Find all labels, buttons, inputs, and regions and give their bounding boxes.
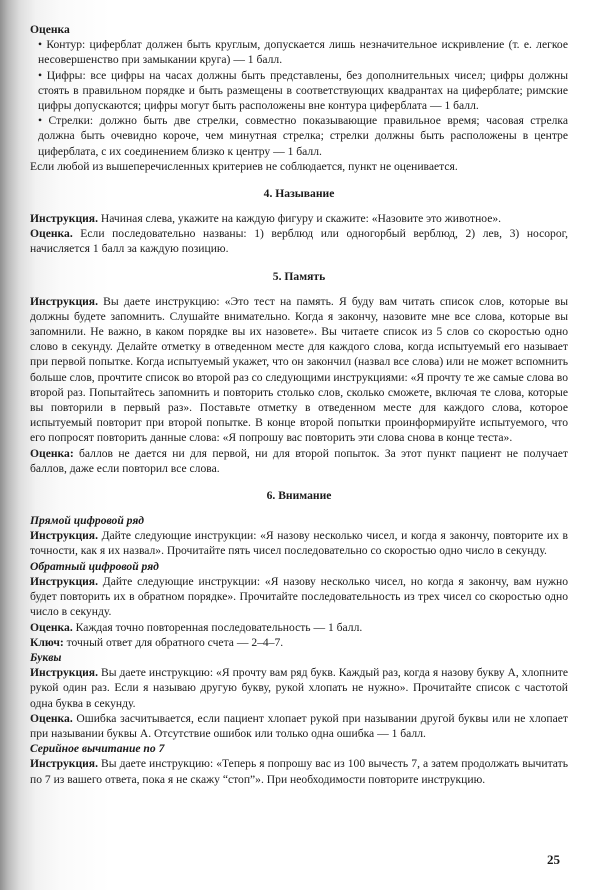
page-body (30, 22, 568, 787)
section-6-title: 6. Внимание (266, 489, 332, 503)
instruction-label: Инструкция. (30, 574, 98, 588)
score-label: Оценка: (30, 446, 74, 460)
subheading-backward-digits: Обратный цифровой ряд (30, 559, 159, 573)
page-number: 25 (547, 852, 560, 867)
instruction-text: Дайте следующие инструкции: «Я назову несколько чисел, но когда я закончу, вам нужно будет повторить их в обратном порядке». Прочитайте последовательность из трех чисел со скоростью одно число в секунду. (30, 574, 568, 619)
criteria-numbers: • Цифры: все цифры на часах должны быть представлены, без дополнительных чисел; цифры должны стоять в правильном порядке и быть размещены в соответствующих квадрантах на циферблате; римские цифры допускаются; цифры могут быть расположены вне контура циферблата — 1 балл. (38, 68, 568, 113)
score-text: баллов не дается ни для первой, ни для второй попыток. За этот пункт пациент не получает баллов, даже если повторил все слова. (30, 446, 568, 475)
instruction-text: Дайте следующие инструкции: «Я назову несколько чисел, и когда я закончу, повторите их в точности, как я их назвал». Прочитайте пять чисел последовательно со скоростью одно число в секунду. (30, 529, 568, 558)
serial-sevens-instruction (30, 756, 568, 786)
score-label: Оценка. (30, 711, 73, 725)
backward-digits-instruction (30, 574, 568, 620)
instruction-label: Инструкция. (30, 212, 98, 226)
section-4-score (30, 226, 568, 256)
instruction-label: Инструкция. (30, 529, 98, 543)
key-text: точный ответ для обратного счета — 2–4–7. (63, 635, 284, 649)
digits-score (30, 620, 568, 635)
subheading-forward-digits: Прямой цифровой ряд (30, 514, 145, 528)
top-heading: Оценка (30, 23, 70, 36)
forward-digits-instruction (30, 528, 568, 558)
score-text: Ошибка засчитывается, если пациент хлопает рукой при назывании другой буквы или не хлопает при назывании буквы А. Отсутствие ошибок или только одна ошибка — 1 балл. (30, 711, 568, 740)
instruction-label: Инструкция. (30, 666, 98, 680)
instruction-text: Вы даете инструкцию: «Это тест на память. Я буду вам читать список слов, которые вы должны будете запомнить. Слушайте внимательно. Когда я закончу, назовите мне все слова, которые вы запомнили. Не важно, в каком порядке вы их назовете». Вы читаете список из 5 слов со скоростью одно слово в секунду. Делайте отметку в отведенном месте для каждого слова, когда испытуемый его называет при первой попытке. Когда испытуемый укажет, что он закончил (назвал все слова) или не может вспомнить больше слов, прочтите список во второй раз со следующими инструкциями: «Я прочту те же самые слова во второй раз. Попытайтесь запомнить и повторить столько слов, сколько сможете, включая те слова, которые вы повторили в первый раз». Поставьте отметку в отведенном месте для каждого слова, которое испытуемый повторит при второй попытке. В конце второй попытки проинформируйте испытуемого, что его попросят повторить данные слова: «Я попрошу вас повторить эти слова снова в конце теста». (30, 294, 568, 445)
criteria-hands: • Стрелки: должно быть две стрелки, совместно показывающие правильное время; часовая стрелка должна быть очевидно короче, чем минутная стрелка; стрелки должны быть расположены в центре циферблата, с их соединением близко к центру — 1 балл. (38, 114, 568, 158)
score-text: Если последовательно названы: 1) верблюд или одногорбый верблюд, 2) лев, 3) носорог, начисляется 1 балл за каждую позицию. (30, 227, 568, 256)
letters-instruction (30, 665, 568, 711)
instruction-text: Начиная слева, укажите на каждую фигуру и скажите: «Назовите это животное». (97, 212, 502, 226)
score-label: Оценка. (30, 620, 73, 634)
criteria-contour: • Контур: циферблат должен быть круглым, допускается лишь незначительное искривление (т. е. легкое несовершенство при замыкании круга) — 1 балл. (38, 38, 568, 67)
digits-key (30, 635, 568, 650)
letters-score (30, 711, 568, 741)
section-4-instruction (30, 211, 568, 226)
key-label: Ключ: (30, 635, 64, 649)
criteria-note: Если любой из вышеперечисленных критериев не соблюдается, пункт не оценивается. (30, 159, 458, 173)
instruction-text: Вы даете инструкцию: «Я прочту вам ряд букв. Каждый раз, когда я назову букву А, хлопните рукой один раз. Если я называю другую букву, рукой хлопать не нужно». Прочитайте список с частотой одна буква в секунду. (30, 666, 568, 710)
instruction-label: Инструкция. (30, 757, 98, 771)
section-4-title: 4. Называние (263, 187, 335, 201)
score-text: Каждая точно повторенная последовательность — 1 балл. (72, 620, 363, 634)
instruction-text: Вы даете инструкцию: «Теперь я попрошу вас из 100 вычесть 7, а затем продолжать вычитать по 7 из вашего ответа, пока я не скажу “стоп”». При необходимости повторите инструкцию. (30, 757, 568, 786)
score-label: Оценка. (30, 227, 73, 241)
section-5-score (30, 446, 568, 476)
subheading-letters: Буквы (30, 650, 62, 664)
subheading-serial-sevens: Серийное вычитание по 7 (30, 742, 165, 756)
section-5-title: 5. Память (272, 269, 326, 283)
instruction-label: Инструкция. (30, 294, 98, 308)
section-5-instruction (30, 294, 568, 446)
